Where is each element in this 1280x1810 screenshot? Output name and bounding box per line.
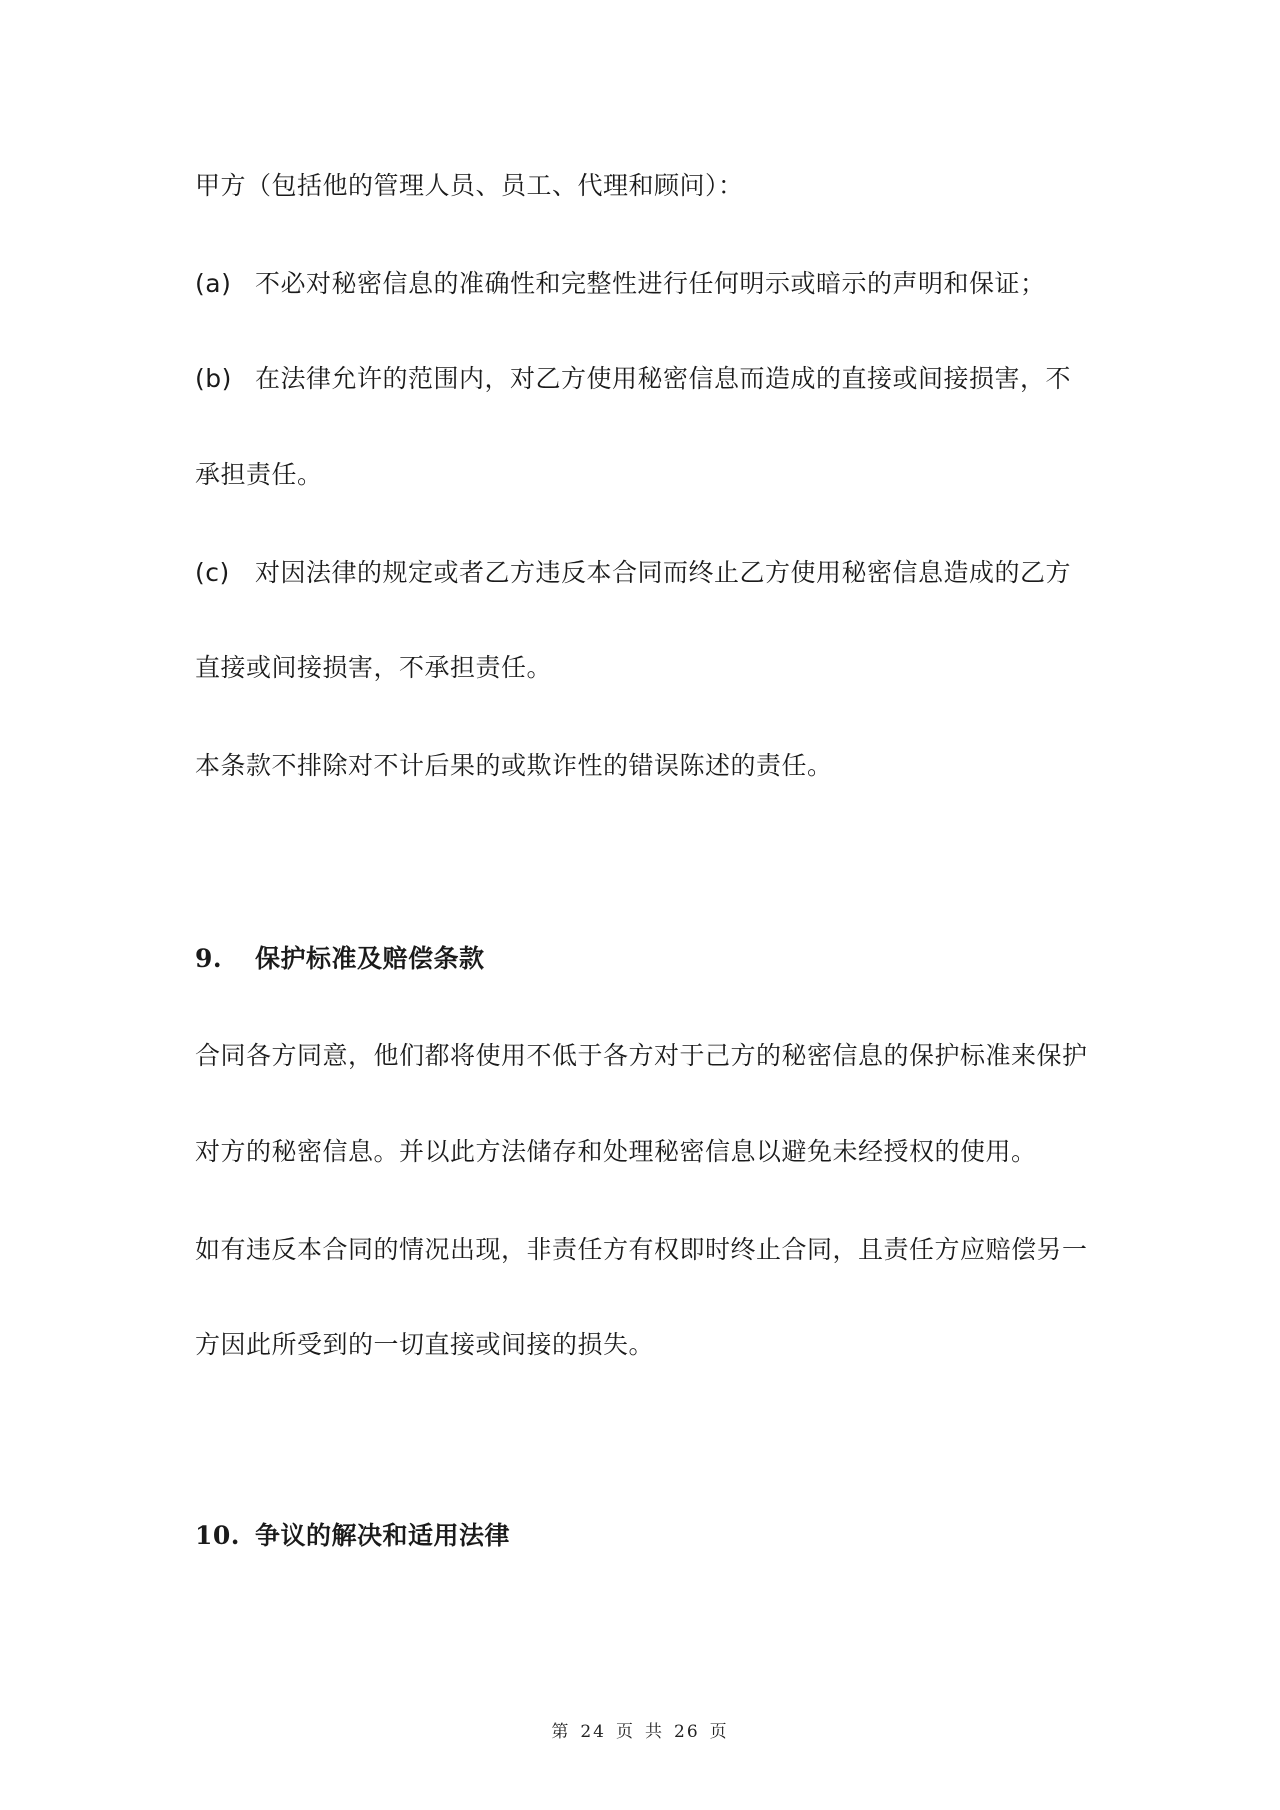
list-item-c	[195, 556, 1071, 590]
intro-text: 甲方（包括他的管理人员、员工、代理和顾问）：	[195, 171, 744, 200]
section-number: 9.	[195, 944, 223, 973]
item-text: 对因法律的规定或者乙方违反本合同而终止乙方使用秘密信息造成的乙方	[255, 558, 1072, 587]
item-text: 在法律允许的范围内，对乙方使用秘密信息而造成的直接或间接损害，不	[255, 364, 1072, 393]
current-page-number: 24	[580, 1722, 606, 1742]
section-title: 保护标准及赔偿条款	[255, 944, 485, 973]
footer-total-label: 共	[645, 1722, 664, 1742]
item-label: (a)	[195, 269, 232, 298]
section-number: 10.	[195, 1521, 240, 1550]
section-9-heading	[195, 942, 485, 976]
disclaimer-note: 本条款不排除对不计后果的或欺诈性的错误陈述的责任。	[195, 751, 833, 780]
footer-prefix: 第	[551, 1722, 571, 1742]
section-9-paragraph-2-line-1: 如有违反本合同的情况出现，非责任方有权即时终止合同，且责任方应赔偿另一	[195, 1235, 1088, 1264]
footer-suffix: 页	[709, 1722, 729, 1742]
footer-page-label: 页	[616, 1722, 635, 1742]
total-page-number: 26	[674, 1722, 700, 1742]
section-9-paragraph-2-line-2: 方因此所受到的一切直接或间接的损失。	[195, 1330, 655, 1359]
item-text: 不必对秘密信息的准确性和完整性进行任何明示或暗示的声明和保证；	[255, 269, 1046, 298]
list-item-a	[195, 267, 1046, 301]
section-title: 争议的解决和适用法律	[255, 1521, 511, 1550]
page-footer	[0, 1717, 1280, 1742]
section-9-paragraph-1-line-2: 对方的秘密信息。并以此方法储存和处理秘密信息以避免未经授权的使用。	[195, 1137, 1037, 1166]
list-item-b	[195, 362, 1071, 396]
section-9-paragraph-1-line-1: 合同各方同意，他们都将使用不低于各方对于己方的秘密信息的保护标准来保护	[195, 1041, 1088, 1070]
item-label: (c)	[195, 558, 230, 587]
list-item-b-continuation: 承担责任。	[195, 460, 323, 489]
list-item-c-continuation: 直接或间接损害，不承担责任。	[195, 653, 553, 682]
item-label: (b)	[195, 364, 232, 393]
section-10-heading	[195, 1519, 510, 1553]
